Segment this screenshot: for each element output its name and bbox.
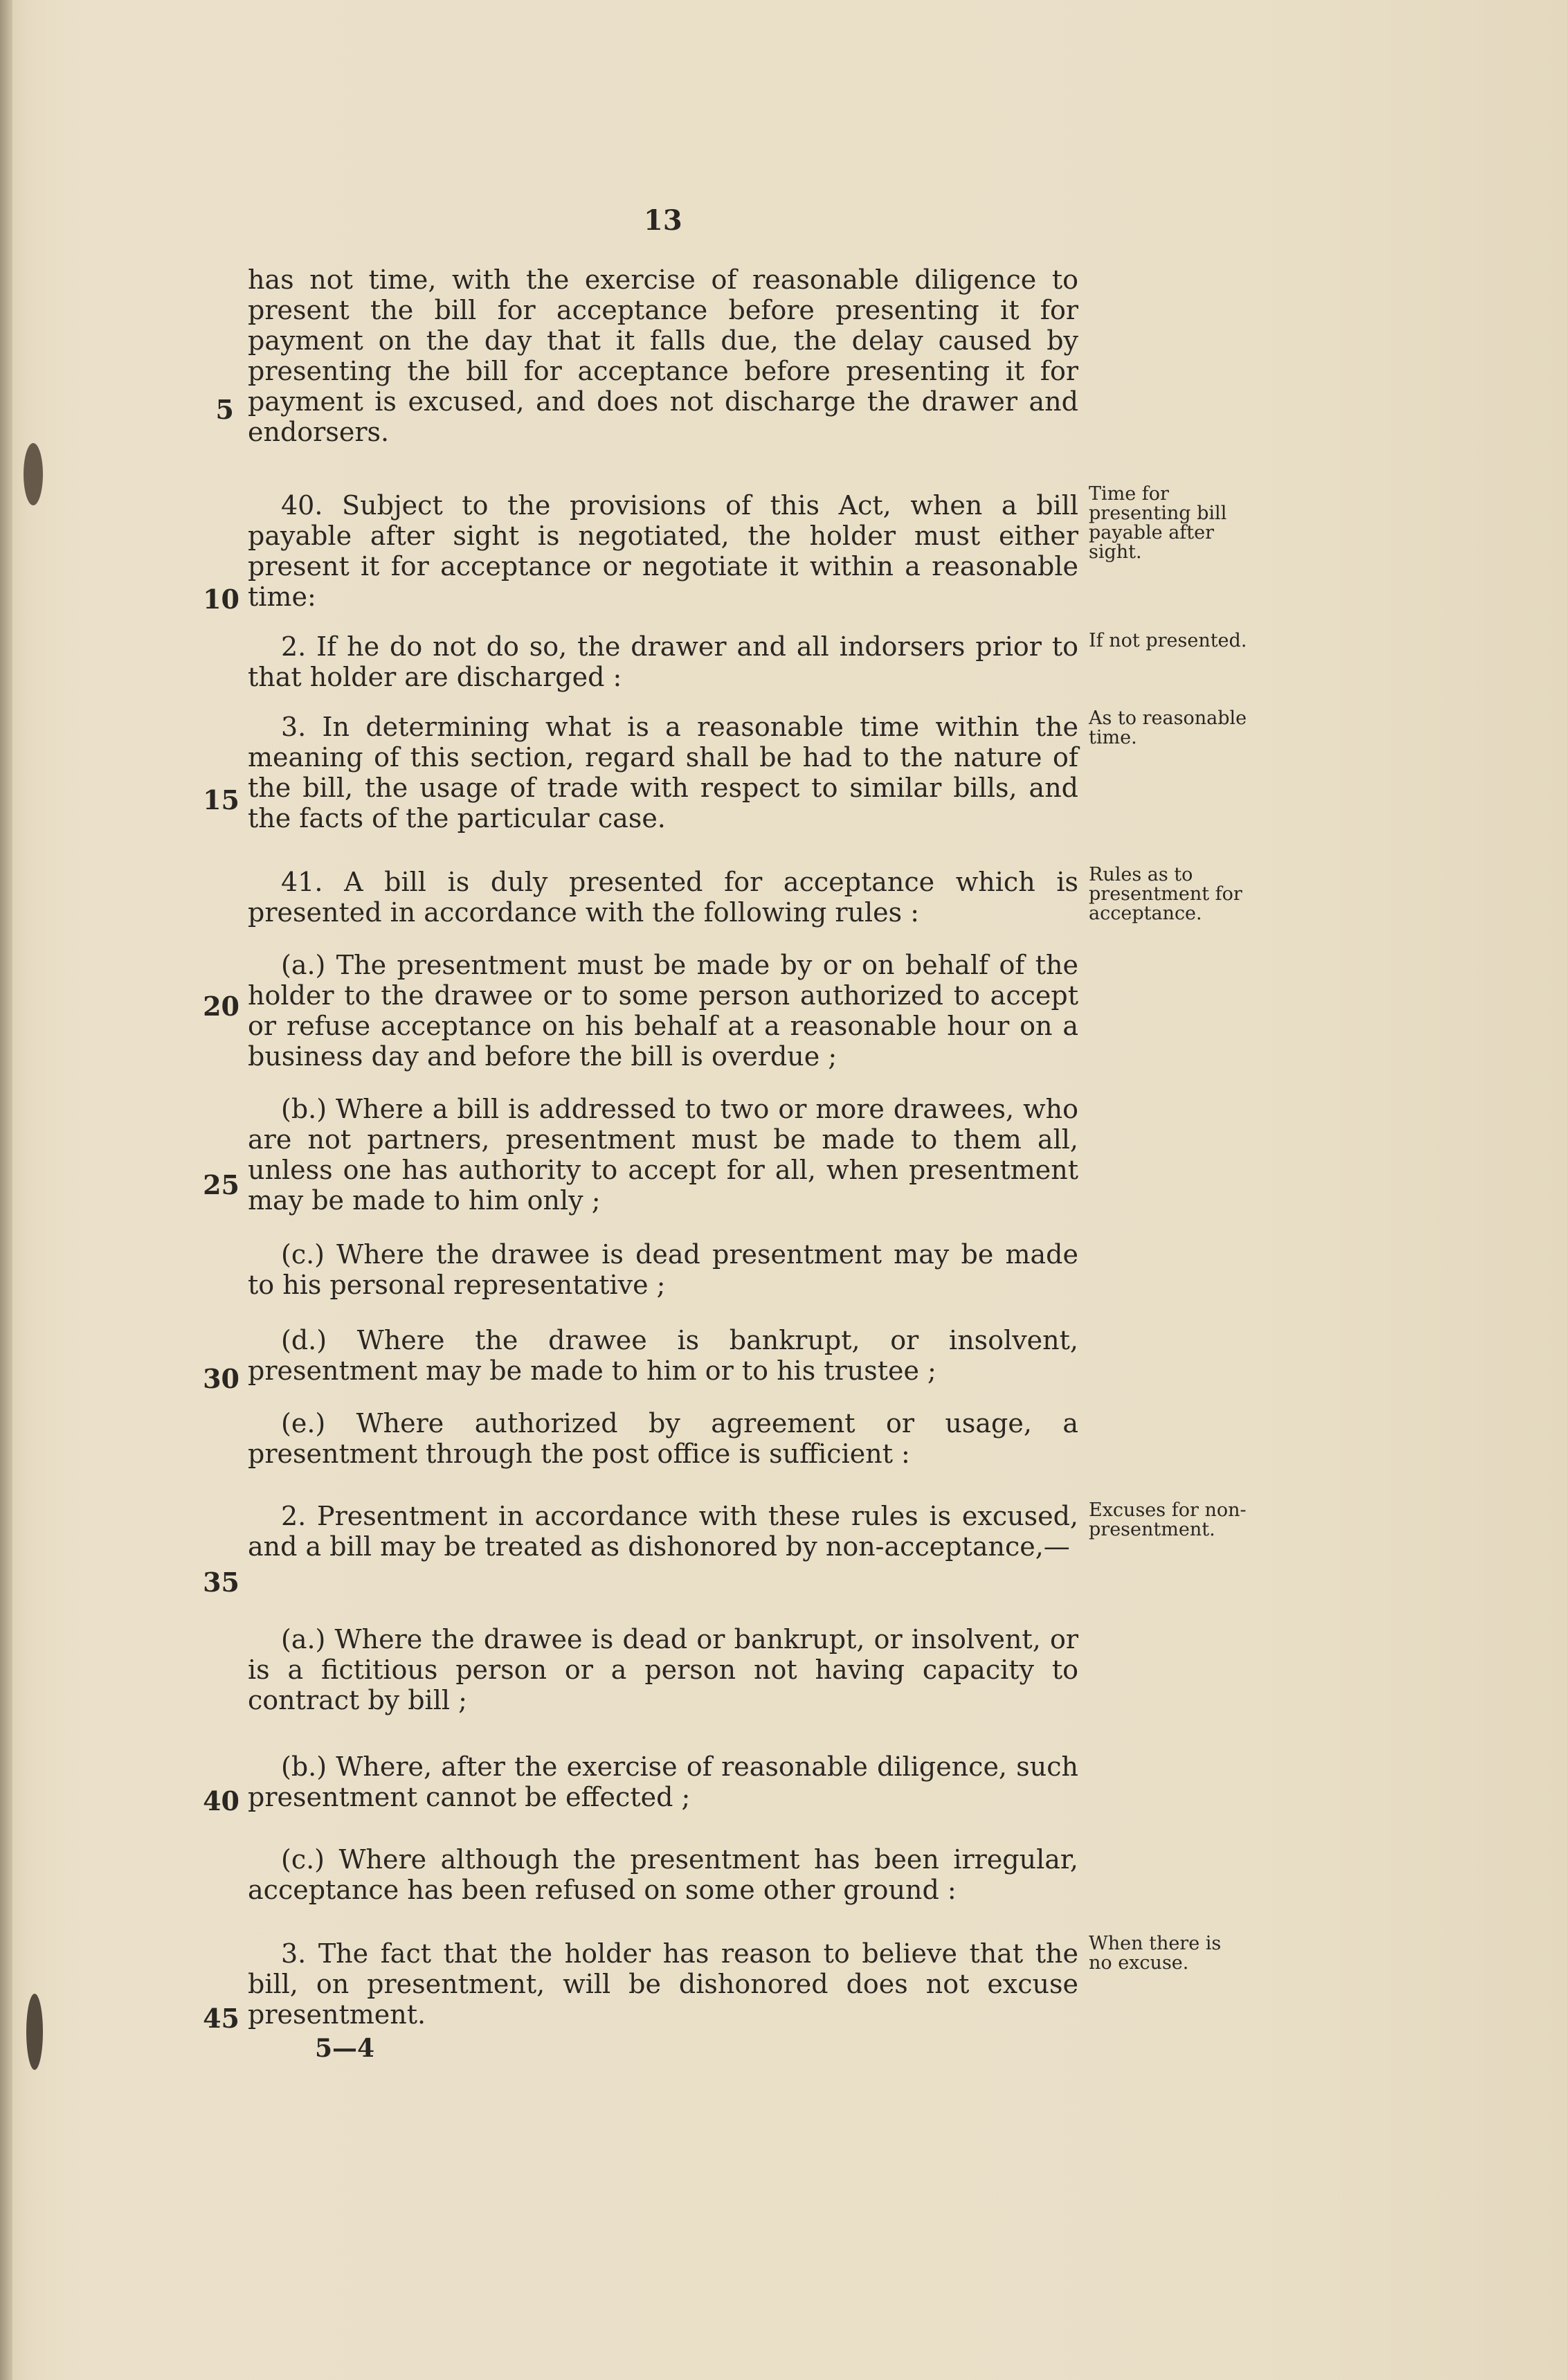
printer-signature-mark: 5—4 [315,2034,375,2063]
section-41-subsection-3: 3. The fact that the holder has reason to believe that the bill, on presentment, will be dishonored does not excuse presentment. [248,1938,1078,2030]
line-number: 15 [203,784,239,815]
section-41-rule-d: (d.) Where the drawee is bankrupt, or insolvent, presentment may be made to him or to his trustee ; [248,1325,1078,1386]
line-number: 10 [203,584,239,615]
marginal-note: If not presented. [1089,630,1247,651]
line-number: 35 [203,1567,239,1598]
line-number: 20 [203,991,239,1022]
section-41-rule-c: (c.) Where the drawee is dead presentment may be made to his personal representative ; [248,1239,1078,1300]
page-binding-edge [0,0,12,2380]
marginal-note: Time for presenting bill payable after sight. [1089,483,1227,563]
section-41-rule-b: (b.) Where a bill is addressed to two or more drawees, who are not partners, presentment must be made to them all, unless one has authority to accept for all, when presentment may be made to him only ; [248,1094,1078,1216]
page-number: 13 [644,204,682,237]
paragraph-continuation: has not time, with the exercise of reasonable diligence to present the bill for acceptance before presenting it for payment on the day that it falls due, the delay caused by presenting the bill for acceptance before presenting it for payment is excused, and does not discharge the drawer and endorsers. [248,264,1078,447]
marginal-note: When there is no excuse. [1089,1933,1222,1974]
section-40-subsection-3: 3. In determining what is a reasonable time within the meaning of this section, regard shall be had to the nature of the bill, the usage of trade with respect to similar bills, and the facts of the particular case. [248,712,1078,833]
subsection-2-clause-b: (b.) Where, after the exercise of reasonable diligence, such presentment cannot be effected ; [248,1751,1078,1812]
section-41-rule-a: (a.) The presentment must be made by or on behalf of the holder to the drawee or to some person authorized to accept or refuse acceptance on his behalf at a reasonable hour on a business day and before the bill is overdue ; [248,950,1078,1072]
marginal-note: Excuses for non-presentment. [1089,1499,1247,1540]
marginal-note: Rules as to presentment for acceptance. [1089,864,1242,924]
line-number: 45 [203,2003,239,2034]
section-41: 41. A bill is duly presented for acceptance which is presented in accordance with the following rules : [248,867,1078,928]
subsection-2-clause-a: (a.) Where the drawee is dead or bankrupt, or insolvent, or is a fictitious person or a person not having capacity to contract by bill ; [248,1624,1078,1715]
section-40: 40. Subject to the provisions of this Act, when a bill payable after sight is negotiated, the holder must either present it for acceptance or negotiate it within a reasonable time: [248,490,1078,612]
line-number: 40 [203,1785,239,1816]
line-number: 25 [203,1169,239,1200]
section-41-rule-e: (e.) Where authorized by agreement or usage, a presentment through the post office is sufficient : [248,1408,1078,1469]
line-number: 5 [215,394,234,425]
line-number: 30 [203,1363,239,1394]
subsection-2-clause-c: (c.) Where although the presentment has been irregular, acceptance has been refused on some other ground : [248,1844,1078,1905]
paper-stain [26,1994,43,2070]
section-41-subsection-2: 2. Presentment in accordance with these rules is excused, and a bill may be treated as dishonored by non-acceptance,— [248,1501,1078,1562]
marginal-note: As to reasonable time. [1089,707,1247,748]
paper-stain [24,443,43,505]
section-40-subsection-2: 2. If he do not do so, the drawer and all indorsers prior to that holder are discharged : [248,631,1078,692]
